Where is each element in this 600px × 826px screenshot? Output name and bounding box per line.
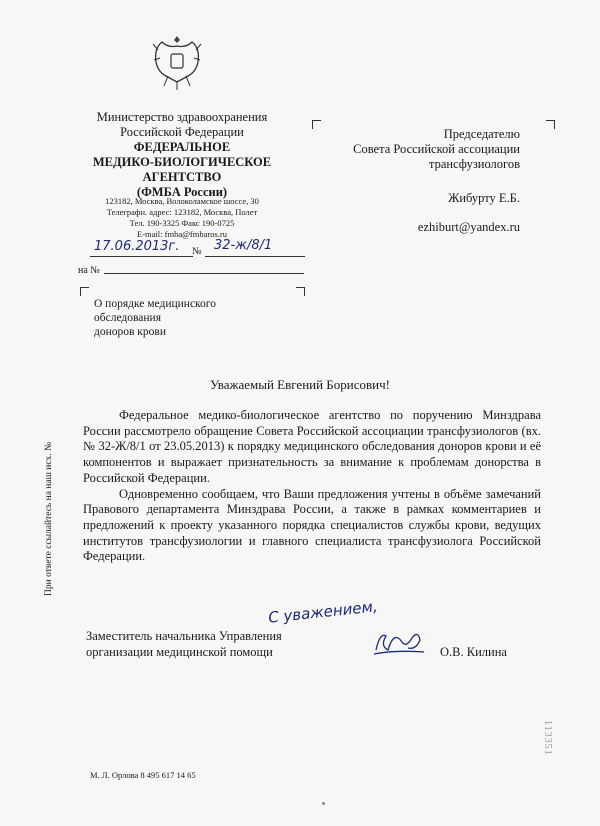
subject-corner-tl xyxy=(80,287,89,296)
subject-line2: доноров крови xyxy=(94,326,166,338)
executor-footer: М. Л. Орлова 8 495 617 14 65 xyxy=(90,770,196,780)
address-line3: Тел. 190-3325 Факс 190-0725 xyxy=(129,218,235,228)
recipient-line2: Совета Российской ассоциации xyxy=(353,142,520,156)
recipient-line1: Председателю xyxy=(443,127,520,141)
subject-corner-tr xyxy=(296,287,305,296)
page-dot xyxy=(322,802,325,805)
recipient-email: ezhiburt@yandex.ru xyxy=(417,220,520,234)
sender-block xyxy=(82,110,282,200)
signatory-name: О.В. Килина xyxy=(440,645,507,659)
body-paragraph-2: Одновременно сообщаем, что Ваши предложения учтены в объёме замечаний Правового департамента Минздрава России, а также в рамках комментариев и предложений к проекту указанного порядка специалистов службы крови, ведущих институтов трансфузиологии и главного специалиста трансфузиолога Российской Федерации. xyxy=(83,486,541,564)
address-line4: E-mail: fmba@fmbaros.ru xyxy=(137,229,227,239)
position-line2: организации медицинской помощи xyxy=(86,644,273,659)
body-paragraph-1: Федеральное медико-биологическое агентство по поручению Минздрава России рассмотрело обращение Совета Российской ассоциации трансфузиологов (вх. № 32-Ж/8/1 от 23.05.2013) к порядку медицинского обследования доноров крови и её компонентов и выражает признательность за внимание к проблемам донорства в Российской Федерации. xyxy=(83,408,541,485)
address-line1: 123182, Москва, Волоколамское шоссе, 30 xyxy=(105,196,259,206)
salutation: Уважаемый Евгений Борисович! xyxy=(210,377,390,392)
signatory-position xyxy=(86,629,282,660)
number-underline xyxy=(205,256,305,257)
subject-block xyxy=(94,297,274,339)
letter-body xyxy=(83,408,541,565)
agency-line2: МЕДИКО-БИОЛОГИЧЕСКОЕ xyxy=(92,155,272,169)
recipient-line3: трансфузиологов xyxy=(428,157,520,171)
position-line1: Заместитель начальника Управления xyxy=(86,629,282,643)
coat-of-arms-emblem xyxy=(150,32,204,94)
recipient-block xyxy=(320,127,520,235)
ministry-line1: Министерство здравоохранения xyxy=(96,110,268,124)
reply-to-label: на № xyxy=(78,265,100,276)
agency-line3: АГЕНТСТВО xyxy=(142,170,222,184)
reply-underline xyxy=(104,273,304,274)
registration-stamp: 113351 xyxy=(542,720,553,756)
date-underline xyxy=(90,256,193,257)
registration-no-label: № xyxy=(192,246,202,257)
registration-date: 17.06.2013г. xyxy=(94,239,180,254)
regards-handwritten: С уважением, xyxy=(267,597,379,627)
recipient-name: Жибурту Е.Б. xyxy=(448,191,520,205)
ministry-line2: Российской Федерации xyxy=(120,125,244,139)
subject-line1: О порядке медицинского обследования xyxy=(94,298,216,324)
registration-number: 32-ж/8/1 xyxy=(214,238,273,253)
agency-line4: (ФМБА России) xyxy=(136,185,228,199)
sender-address xyxy=(82,196,282,240)
agency-line1: ФЕДЕРАЛЬНОЕ xyxy=(133,140,231,154)
recipient-corner-tr xyxy=(546,120,555,129)
address-line2: Телеграфн. адрес: 123182, Москва, Полет xyxy=(106,207,258,217)
side-reference-note: При ответе ссылайтесь на наш исх. № xyxy=(44,441,54,596)
handwritten-signature xyxy=(370,626,430,665)
